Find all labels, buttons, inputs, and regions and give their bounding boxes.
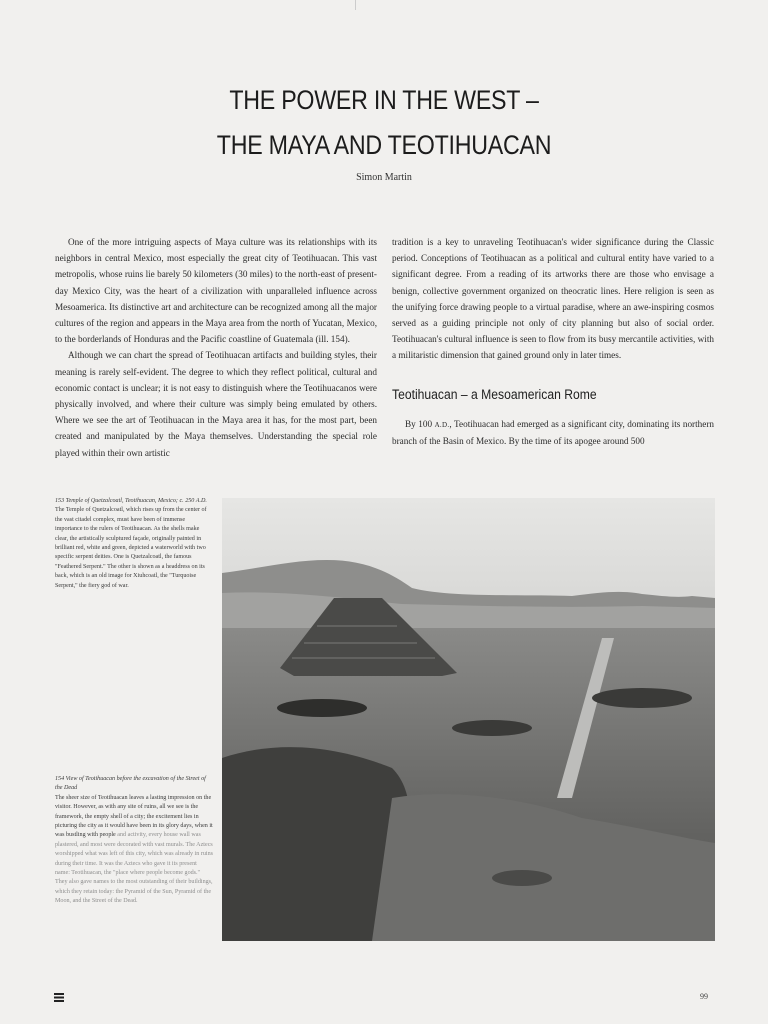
caption-153-title: 153 Temple of Quetzalcoatl, Teotihuacan, Mexico; c. 250 A.D. bbox=[55, 498, 207, 504]
caption-153-text: The Temple of Quetzalcoatl, which rises up from the center of the vast citadel complex, must have been of immense importance to the rulers of Teotihuacan. As the shells make clear, the artistically sculptured façade, originally painted in brilliant red, white and green, depicted a waterworld with two specific serpent deities. One is Quetzalcoatl, the famous "Feathered Serpent." The other is shown as a headdress on its back, which is an old image for Xiuhcoatl, the "Turquoise Serpent," the fiery god of war. bbox=[55, 507, 207, 589]
caption-154-text bbox=[55, 794, 213, 907]
author-name: Simon Martin bbox=[356, 172, 412, 183]
gutter-mark bbox=[355, 0, 356, 10]
title-line-2: THE MAYA AND TEOTIHUACAN bbox=[216, 130, 552, 160]
caption-154-text-faded: and activity, every house wall was plastered, and most were decorated with vast murals. The Aztecs worshipped what was left of this city, which was already in ruins during their time. It was the Aztecs who gave it its present name: Teotihuacan, the "place where people become gods." They also gave names to the most outstanding of their buildings, which they retain today: the Pyramid of the Sun, Pyramid of the Moon, and the Street of the Dead. bbox=[55, 832, 214, 905]
photo-vegetation-2 bbox=[592, 688, 692, 708]
caption-154 bbox=[55, 775, 213, 907]
era-abbreviation: A.D. bbox=[434, 420, 450, 429]
paragraph-3: tradition is a key to unraveling Teotihuacan's wider significance during the Classic period. Conceptions of Teotihuacan as a political and cultural entity have varied to a significant degree. From a reading of its artworks there are those who envisage a benign, collective government organized on theocratic lines. Here religion is seen as the unifying force drawing people to a virtual paradise, where an awe-inspiring cosmos served as a guiding principle not only of city planning but also of social order. Teotihuacan's cultural influence is seen to flow from its busy mercantile activities, with a militaristic dimension that gained ground only in later times. bbox=[392, 237, 714, 361]
teotihuacan-photo bbox=[222, 498, 715, 941]
paragraph-2: Although we can chart the spread of Teotihuacan artifacts and building styles, their meaning is rarely self-evident. The degree to which they reflect political, cultural and economic contact is unclear; it is not easy to distinguish where the Teotihuacanos were physically involved, and where their culture was simply being emulated by others. Where we see the art of Teotihuacan in the Maya area it has, for the most part, been created and manipulated by the Maya themselves. Understanding the special role played within their own artistic bbox=[55, 350, 377, 458]
title-line-1: THE POWER IN THE WEST – bbox=[229, 85, 539, 115]
paragraph-1: One of the more intriguing aspects of Maya culture was its relationships with its neighbors in central Mexico, most especially the great city of Teotihuacan. This vast metropolis, whose ruins lie barely 50 kilometers (30 miles) to the north-east of present-day Mexico City, was the heart of a civilization with unparalleled influence across Mesoamerica. Its distinctive art and architecture can be recognized among all the major cultures of the region and appears in the Maya area from the north of Yucatan, Mexico, to the borderlands of Honduras and the Pacific coastline of Guatemala (ill. 154). bbox=[55, 237, 377, 345]
photo-vegetation-3 bbox=[277, 699, 367, 717]
publisher-logo-icon bbox=[54, 993, 64, 1002]
page-title bbox=[54, 78, 714, 168]
left-text-column bbox=[55, 234, 377, 461]
paragraph-4 bbox=[392, 416, 714, 449]
paragraph-4-start: By 100 bbox=[405, 418, 435, 429]
photo-vegetation-4 bbox=[492, 870, 552, 886]
photo-vegetation-1 bbox=[452, 720, 532, 736]
section-heading: Teotihuacan – a Mesoamerican Rome bbox=[392, 386, 597, 402]
caption-154-text-main: The sheer size of Teotihuacan leaves a lasting impression on the visitor. However, as with any site of ruins, all we see is the framework, the empty shell of a city; the excitement lies in picturing the city as it would have been in its glory days, when it was bustling with people bbox=[55, 794, 213, 839]
caption-153 bbox=[55, 497, 213, 591]
paragraph-4-rest: , Teotihuacan had emerged as a significant city, dominating its northern branch of the Basin of Mexico. By the time of its apogee around 500 bbox=[392, 418, 714, 446]
caption-154-title: 154 View of Teotihuacan before the excavation of the Street of the Dead bbox=[55, 776, 206, 792]
photo-illustration bbox=[222, 498, 715, 941]
page-number: 99 bbox=[700, 992, 708, 1001]
right-text-column bbox=[392, 234, 714, 449]
